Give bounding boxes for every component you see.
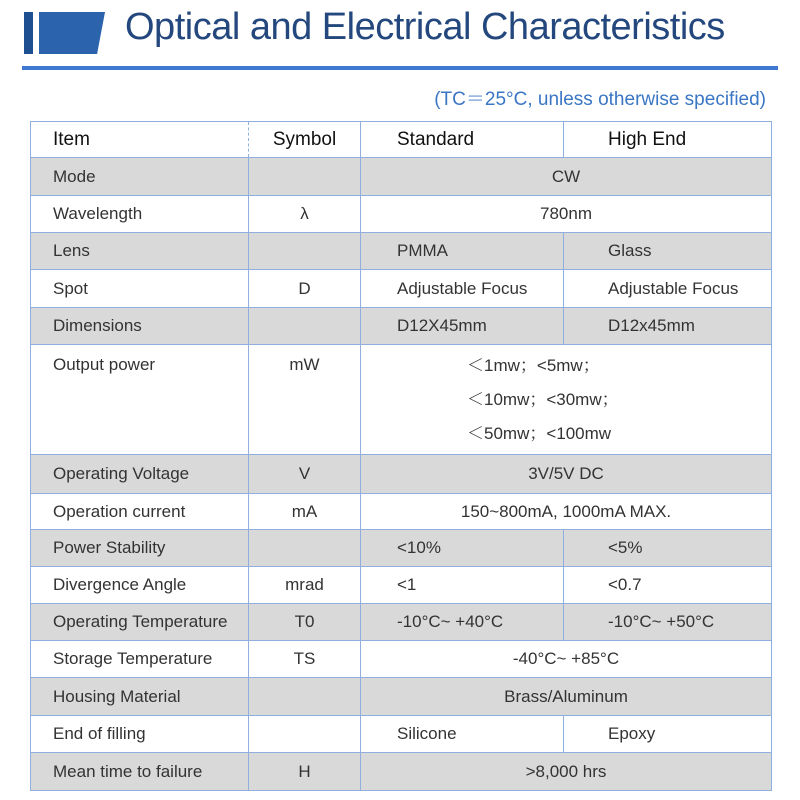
cell-standard: Silicone xyxy=(361,716,564,753)
table-row xyxy=(31,233,772,270)
cell-symbol: mW xyxy=(249,345,361,455)
cell-symbol: V xyxy=(249,455,361,494)
output-power-line: ＜10mw；<30mw； xyxy=(467,389,619,409)
cell-symbol: mrad xyxy=(249,567,361,604)
cell-symbol xyxy=(249,158,361,196)
cell-item: Mode xyxy=(31,158,249,196)
cell-symbol: mA xyxy=(249,494,361,530)
cell-output-power-values xyxy=(361,345,772,455)
cell-value: 3V/5V DC xyxy=(361,455,772,494)
header-accent-block xyxy=(39,12,105,54)
page-title: Optical and Electrical Characteristics xyxy=(125,6,725,48)
cell-item: Mean time to failure xyxy=(31,753,249,791)
cell-value: CW xyxy=(361,158,772,196)
title-underline xyxy=(22,66,778,70)
cell-item: Housing Material xyxy=(31,678,249,716)
table-row xyxy=(31,270,772,308)
cell-value: 150~800mA, 1000mA MAX. xyxy=(361,494,772,530)
cell-symbol: λ xyxy=(249,196,361,233)
cell-value: Brass/Aluminum xyxy=(361,678,772,716)
header-standard: Standard xyxy=(361,122,564,158)
output-power-line: ＜50mw；<100mw xyxy=(467,423,612,443)
table-row xyxy=(31,196,772,233)
cell-value: -40°C~ +85°C xyxy=(361,641,772,678)
table-row xyxy=(31,494,772,530)
cell-item: Spot xyxy=(31,270,249,308)
header-item: Item xyxy=(31,122,249,158)
cell-standard: Adjustable Focus xyxy=(361,270,564,308)
cell-high-end: Adjustable Focus xyxy=(564,270,772,308)
cell-value: 780nm xyxy=(361,196,772,233)
cell-item: Dimensions xyxy=(31,308,249,345)
cell-standard: <1 xyxy=(361,567,564,604)
cell-symbol: H xyxy=(249,753,361,791)
cell-standard: PMMA xyxy=(361,233,564,270)
table-row xyxy=(31,308,772,345)
cell-symbol xyxy=(249,308,361,345)
table-row xyxy=(31,158,772,196)
cell-symbol xyxy=(249,716,361,753)
table-row xyxy=(31,753,772,791)
cell-item: Operating Temperature xyxy=(31,604,249,641)
table-row xyxy=(31,567,772,604)
table-row xyxy=(31,455,772,494)
cell-symbol xyxy=(249,530,361,567)
cell-high-end: Epoxy xyxy=(564,716,772,753)
cell-item: End of filling xyxy=(31,716,249,753)
table-row xyxy=(31,716,772,753)
cell-symbol xyxy=(249,678,361,716)
cell-standard: <10% xyxy=(361,530,564,567)
cell-item: Wavelength xyxy=(31,196,249,233)
cell-high-end: -10°C~ +50°C xyxy=(564,604,772,641)
page-header xyxy=(0,0,800,70)
cell-item: Output power xyxy=(31,345,249,455)
cell-item: Operation current xyxy=(31,494,249,530)
cell-item: Operating Voltage xyxy=(31,455,249,494)
header-accent-bar xyxy=(24,12,33,54)
cell-high-end: Glass xyxy=(564,233,772,270)
cell-symbol: T0 xyxy=(249,604,361,641)
table-row xyxy=(31,345,772,455)
table-row xyxy=(31,641,772,678)
cell-item: Divergence Angle xyxy=(31,567,249,604)
table-header-row xyxy=(31,122,772,158)
cell-high-end: D12x45mm xyxy=(564,308,772,345)
header-symbol: Symbol xyxy=(249,122,361,158)
characteristics-table xyxy=(30,121,772,791)
table-row xyxy=(31,678,772,716)
cell-symbol: D xyxy=(249,270,361,308)
table-row xyxy=(31,530,772,567)
output-power-line: ＜1mw；<5mw； xyxy=(467,355,600,375)
cell-standard: -10°C~ +40°C xyxy=(361,604,564,641)
cell-standard: D12X45mm xyxy=(361,308,564,345)
cell-high-end: <5% xyxy=(564,530,772,567)
cell-item: Power Stability xyxy=(31,530,249,567)
cell-symbol xyxy=(249,233,361,270)
cell-item: Storage Temperature xyxy=(31,641,249,678)
cell-high-end: <0.7 xyxy=(564,567,772,604)
cell-item: Lens xyxy=(31,233,249,270)
table-row xyxy=(31,604,772,641)
header-high-end: High End xyxy=(564,122,772,158)
conditions-note: (TC＝25°C, unless otherwise specified) xyxy=(434,89,766,110)
cell-symbol: TS xyxy=(249,641,361,678)
cell-value: >8,000 hrs xyxy=(361,753,772,791)
